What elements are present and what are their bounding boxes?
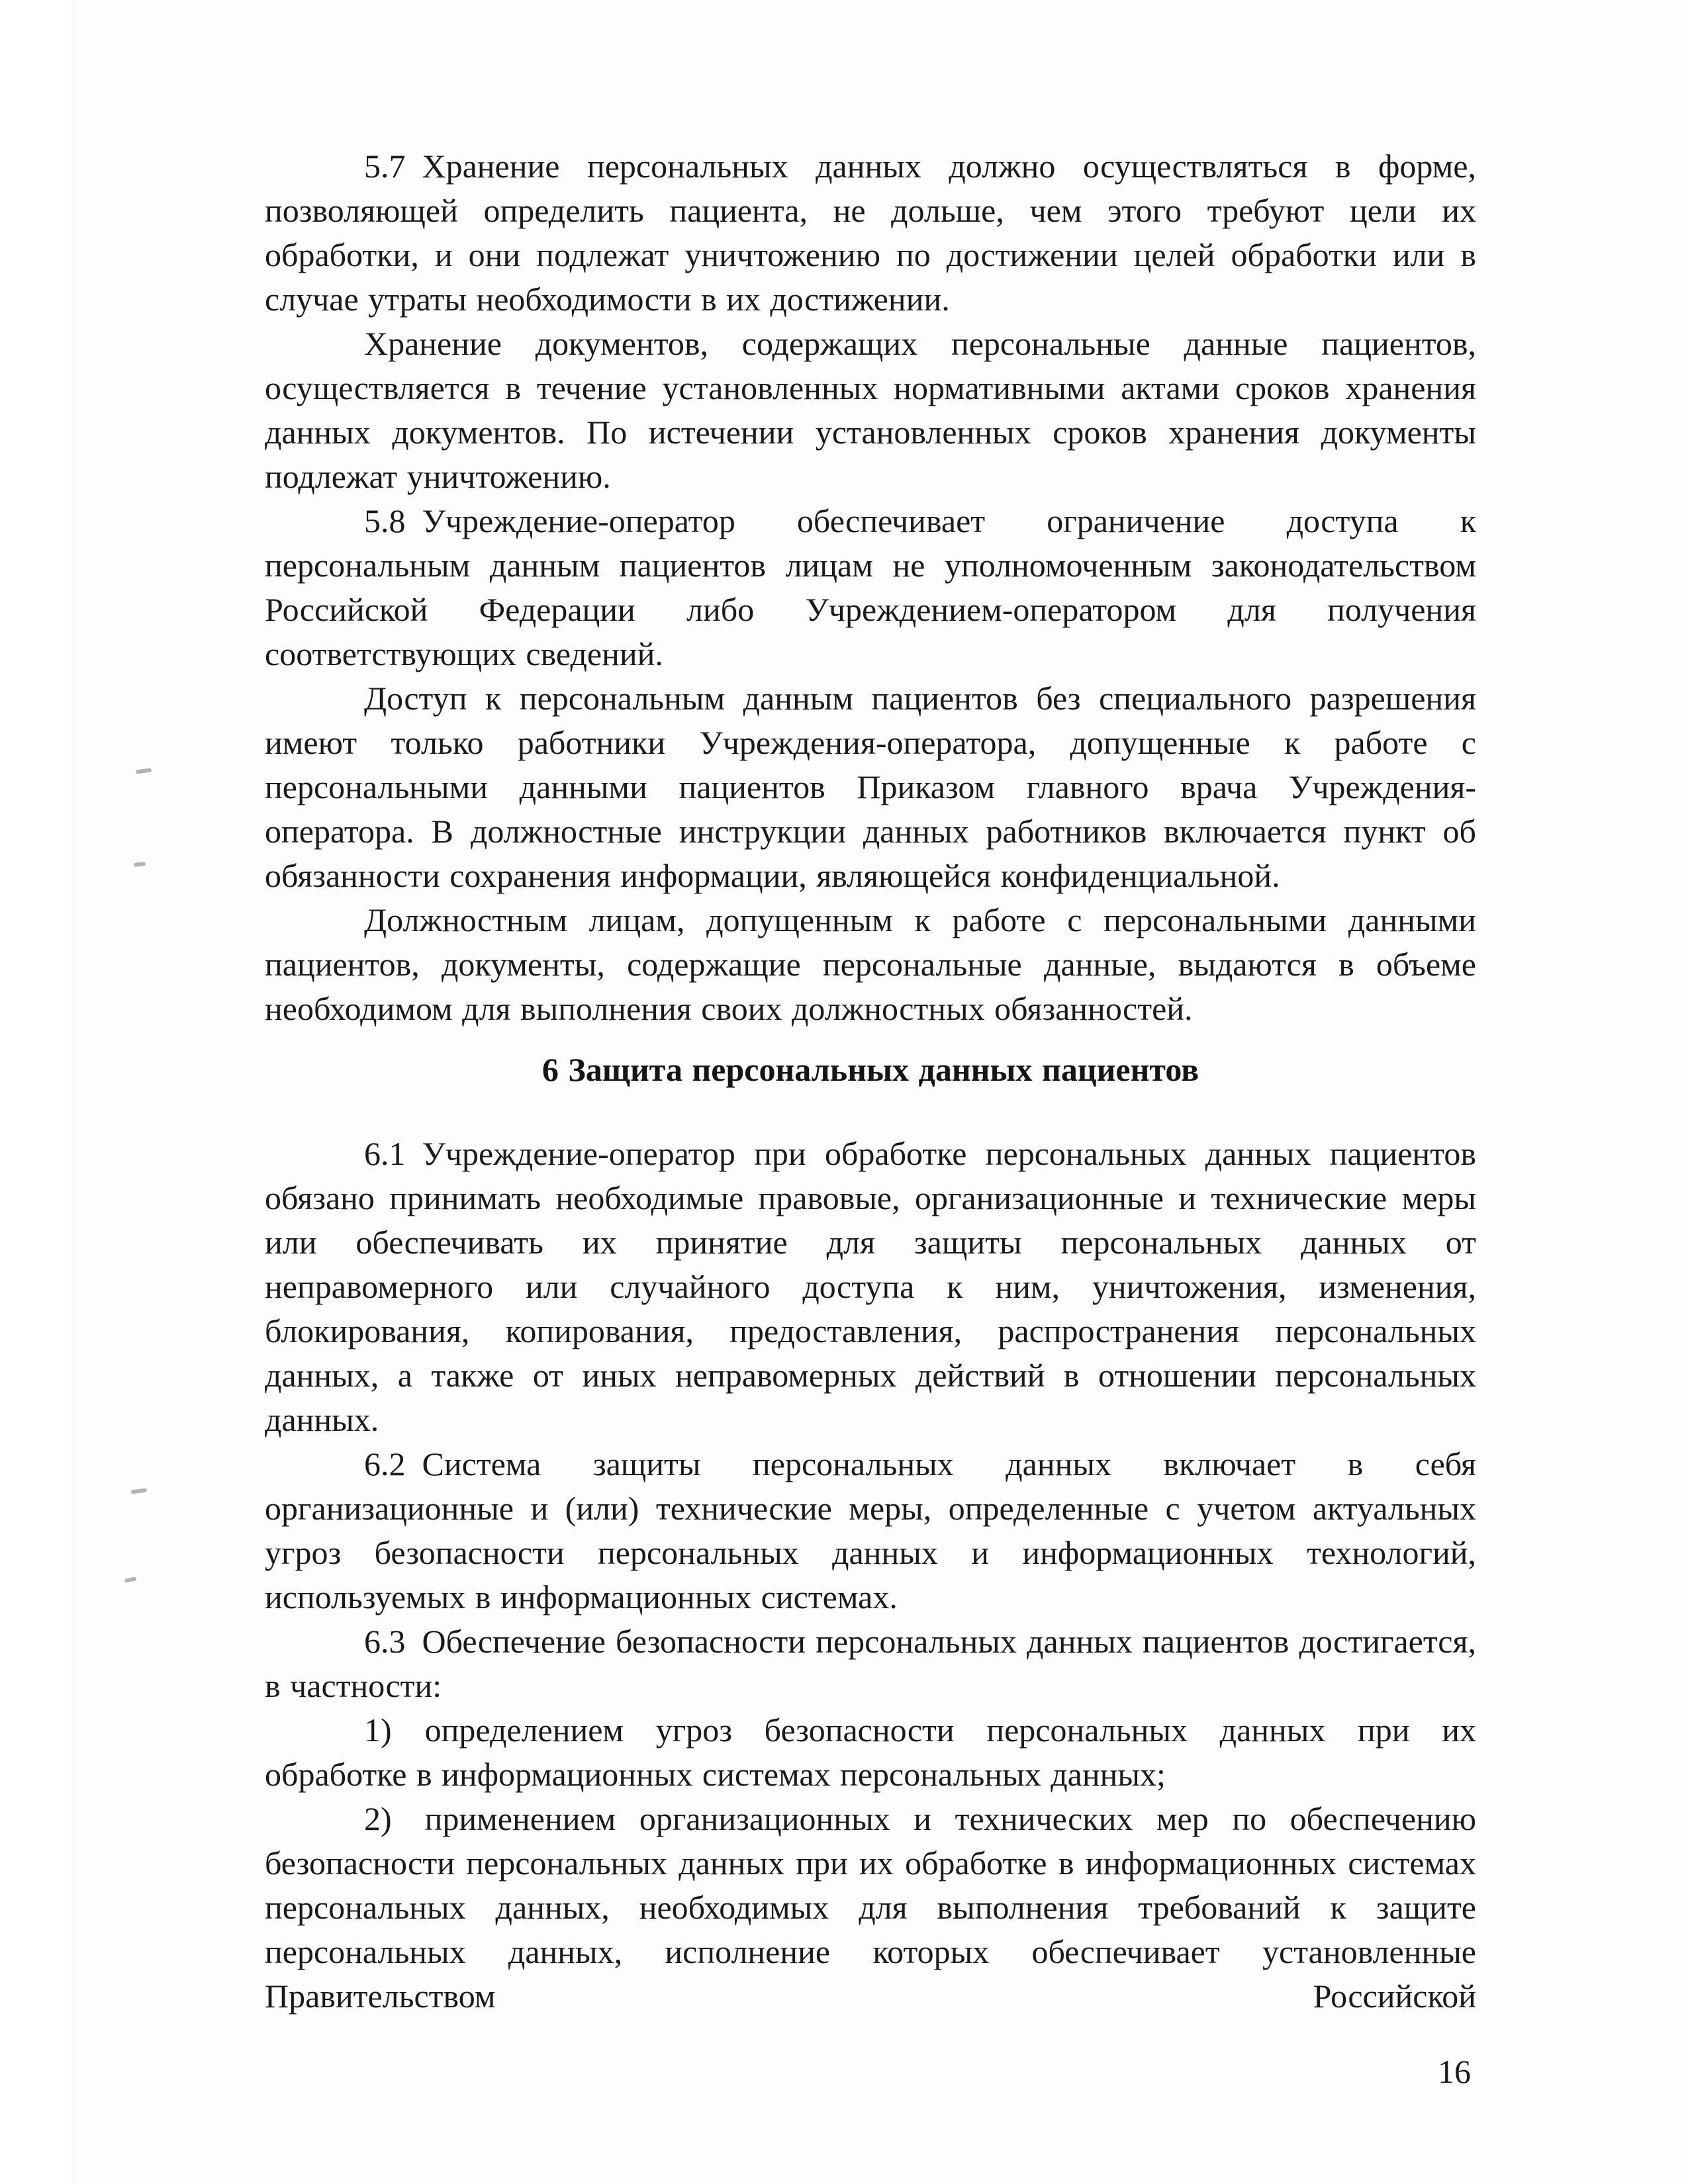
paragraph-6-3: 6.3 Обеспечение безопасности персональных данных пациентов достигается, в частности: xyxy=(265,1623,1476,1704)
paragraph-access-rules: Доступ к персональным данным пациентов без специального разрешения имеют только работники Учреждения-оператора, допущенные к работе с персональными данными пациентов Приказом главного врача Учреждения-оператора. В должностные инструкции данных работников включается пункт об обязанности сохранения информации, являющейся конфиденциальной. xyxy=(265,680,1476,894)
margin-speck xyxy=(134,862,146,867)
scan-edge-right xyxy=(1595,0,1688,2184)
list-item-1: 1) определением угроз безопасности персональных данных при их обработке в информационных системах персональных данных; xyxy=(265,1711,1476,1793)
page-number: 16 xyxy=(1438,2053,1471,2090)
margin-speck xyxy=(131,1488,148,1494)
paragraph-5-7: 5.7 Хранение персональных данных должно осуществляться в форме, позволяющей определить пациента, не дольше, чем этого требуют цели их обработки, и они подлежат уничтожению по достижении целей обработки или в случае утраты необходимости в их достижении. xyxy=(265,148,1476,318)
margin-speck xyxy=(124,1576,137,1583)
section-6-heading: 6 Защита персональных данных пациентов xyxy=(541,1051,1199,1088)
paragraph-5-8: 5.8 Учреждение-оператор обеспечивает ограничение доступа к персональным данным пациентов лицам не уполномоченным законодательством Российской Федерации либо Учреждением-оператором для получения соответствующих сведений. xyxy=(265,502,1476,672)
paragraph-6-1: 6.1 Учреждение-оператор при обработке персональных данных пациентов обязано принимать необходимые правовые, организационные и технические меры или обеспечивать их принятие для защиты персональных данных от неправомерного или случайного доступа к ним, уничтожения, изменения, блокирования, копирования, предоставления, распространения персональных данных, а также от иных неправомерных действий в отношении персональных данных. xyxy=(265,1135,1476,1438)
margin-speck xyxy=(136,768,152,774)
text-column xyxy=(265,144,1476,2019)
list-item-2: 2) применением организационных и технических мер по обеспечению безопасности персональных данных при их обработке в информационных системах персональных данных, необходимых для выполнения требований к защите персональных данных, исполнение которых обеспечивает установленные Правительством Российской xyxy=(265,1800,1476,2015)
scan-edge-left xyxy=(0,0,73,2184)
paragraph-officials: Должностным лицам, допущенным к работе с персональными данными пациентов, документы, содержащие персональные данные, выдаются в объеме необходимом для выполнения своих должностных обязанностей. xyxy=(265,901,1476,1027)
paragraph-document-storage: Хранение документов, содержащих персональные данные пациентов, осуществляется в течение установленных нормативными актами сроков хранения данных документов. По истечении установленных сроков хранения документы подлежат уничтожению. xyxy=(265,325,1476,495)
paragraph-6-2: 6.2 Система защиты персональных данных включает в себя организационные и (или) технические меры, определенные с учетом актуальных угроз безопасности персональных данных и информационных технологий, используемых в информационных системах. xyxy=(265,1445,1476,1615)
